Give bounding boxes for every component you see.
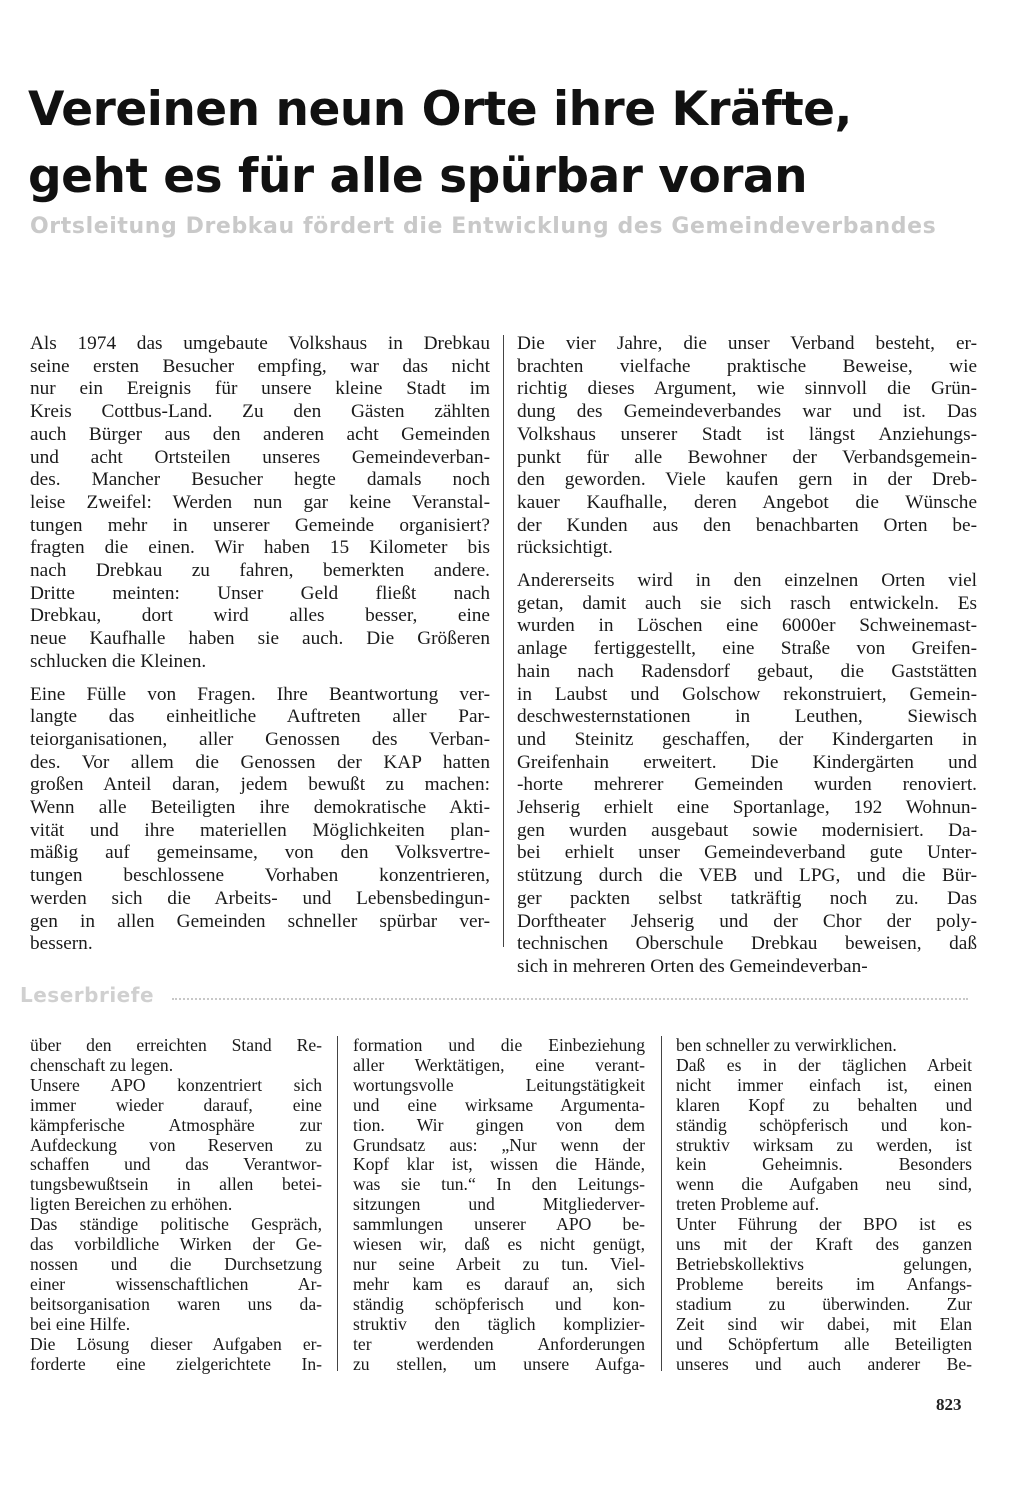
article-headline: [28, 76, 1008, 210]
text-line: gen in allen Gemeinden schneller spürbar ver-: [30, 910, 490, 932]
text-line: beitsorganisation waren uns da-: [30, 1293, 322, 1314]
article-subtitle: Ortsleitung Drebkau fördert die Entwicklung des Gemeindeverbandes: [30, 214, 937, 239]
text-line: auch Bürger aus den anderen acht Gemeinden: [30, 423, 490, 445]
main-column-left: [30, 333, 490, 966]
text-line: anlage fertiggestellt, eine Straße von Greifen-: [517, 638, 977, 660]
text-line: Andererseits wird in den einzelnen Orten viel: [517, 570, 977, 592]
text-line: nur ein Ereignis für unsere kleine Stadt im: [30, 378, 490, 400]
text-line: formation und die Einbeziehung: [353, 1035, 645, 1055]
text-line: wiesen wir, daß es nicht genügt,: [353, 1234, 645, 1255]
text-line: teiorganisationen, aller Genossen des Verban-: [30, 728, 490, 750]
text-line: ter werdenden Anforderungen: [353, 1333, 645, 1354]
text-line: über den erreichten Stand Re-: [30, 1035, 322, 1055]
text-line: brachten vielfache praktische Beweise, wie: [517, 355, 977, 377]
text-line: mehr kam es darauf an, sich: [353, 1273, 645, 1294]
text-line: Die Lösung dieser Aufgaben er-: [30, 1333, 322, 1354]
text-line: Das ständige politische Gespräch,: [30, 1214, 322, 1235]
main-column-right: [517, 333, 977, 989]
text-line: kämpferische Atmosphäre zur: [30, 1114, 322, 1135]
text-line: was sie tun.“ In den Leitungs-: [353, 1174, 645, 1195]
text-line: und acht Ortsteilen unseres Gemeindeverban-: [30, 446, 490, 468]
paragraph: [30, 333, 490, 674]
page-number: 823: [936, 1395, 962, 1414]
text-line: struktiv den täglich komplizier-: [353, 1313, 645, 1334]
text-line: fragten die einen. Wir haben 15 Kilometer bis: [30, 537, 490, 559]
text-line: in Laubst und Golschow rekonstruiert, Gemein-: [517, 683, 977, 705]
text-line: großen Anteil daran, jedem bewußt zu machen:: [30, 774, 490, 796]
text-line: getan, damit auch sie sich rasch entwickeln. Es: [517, 592, 977, 614]
text-line: schaffen und das Verantwor-: [30, 1154, 322, 1175]
text-line: das vorbildliche Wirken der Ge-: [30, 1234, 322, 1255]
text-line: treten Probleme auf.: [676, 1194, 820, 1215]
text-line: werden sich die Arbeits- und Lebensbedingun-: [30, 887, 490, 909]
text-line: punkt für alle Bewohner der Verbandsgemein-: [517, 446, 977, 468]
text-line: tungsbewußtsein in allen betei-: [30, 1174, 322, 1195]
text-line: ben schneller zu verwirklichen.: [676, 1035, 897, 1055]
text-line: Dritte meinten: Unser Geld fließt nach: [30, 582, 490, 604]
text-line: nossen und die Durchsetzung: [30, 1253, 322, 1274]
text-line: einer wissenschaftlichen Ar-: [30, 1273, 322, 1294]
text-line: Unsere APO konzentriert sich: [30, 1074, 322, 1095]
text-line: Aufdeckung von Reserven zu: [30, 1134, 322, 1155]
paragraph: [30, 684, 490, 956]
text-line: schlucken die Kleinen.: [30, 650, 207, 672]
text-line: Dorftheater Jehserig und der Chor der poly-: [517, 910, 977, 932]
text-line: forderte eine zielgerichtete In-: [30, 1353, 322, 1374]
text-line: kauer Kaufhalle, deren Angebot die Wünsche: [517, 491, 977, 513]
text-line: des. Vor allem die Genossen der KAP hatten: [30, 751, 490, 773]
text-line: mäßig auf gemeinsame, von den Volksvertre-: [30, 842, 490, 864]
text-line: Drebkau, dort wird alles besser, eine: [30, 605, 490, 627]
section-label-leserbriefe: Leserbriefe: [20, 983, 155, 1007]
text-line: bei eine Hilfe.: [30, 1313, 131, 1334]
text-line: und Steinitz geschaffen, der Kindergarten in: [517, 728, 977, 750]
text-line: Wenn alle Beteiligten ihre demokratische Akti-: [30, 797, 490, 819]
text-line: Kopf klar ist, wissen die Hände,: [353, 1154, 645, 1175]
text-line: dung des Gemeindeverbandes war und ist. Das: [517, 401, 977, 423]
text-line: vität und ihre materiellen Möglichkeiten plan-: [30, 819, 490, 841]
text-line: wortungsvolle Leitungstätigkeit: [353, 1074, 645, 1095]
text-line: und Schöpfertum alle Beteiligten: [676, 1333, 972, 1354]
letters-column-2: [353, 1036, 645, 1374]
text-line: chenschaft zu legen.: [30, 1054, 174, 1075]
headline-line-2: geht es für alle spürbar voran: [28, 149, 808, 204]
text-line: Kreis Cottbus-Land. Zu den Gästen zählten: [30, 401, 490, 423]
text-line: sich in mehreren Orten des Gemeindeverban-: [517, 955, 868, 977]
text-line: und eine wirksame Argumenta-: [353, 1094, 645, 1115]
text-line: nach Drebkau zu fahren, bemerkten andere.: [30, 560, 490, 582]
text-line: klaren Kopf zu behalten und: [676, 1094, 972, 1115]
text-line: Die vier Jahre, die unser Verband besteht, er-: [517, 333, 977, 354]
text-line: uns mit der Kraft des ganzen: [676, 1234, 972, 1255]
text-line: gen wurden ausgebaut sowie modernisiert. Da-: [517, 819, 977, 841]
text-line: nicht immer einfach ist, einen: [676, 1074, 972, 1095]
text-line: nur seine Arbeit zu tun. Viel-: [353, 1253, 645, 1274]
letters-column-3: [676, 1036, 972, 1374]
text-line: Grundsatz aus: „Nur wenn der: [353, 1134, 645, 1155]
text-line: immer wieder darauf, eine: [30, 1094, 322, 1115]
text-line: stützung durch die VEB und LPG, und die Bür-: [517, 865, 977, 887]
paragraph: [517, 570, 977, 979]
text-line: ligten Bereichen zu erhöhen.: [30, 1194, 233, 1215]
text-line: Volkshaus unserer Stadt ist längst Anziehungs-: [517, 423, 977, 445]
text-line: ständig schöpferisch und kon-: [676, 1114, 972, 1135]
text-line: technischen Oberschule Drebkau beweisen, daß: [517, 933, 977, 955]
text-line: tungen mehr in unserer Gemeinde organisiert?: [30, 514, 490, 536]
column-divider: [503, 335, 504, 947]
paragraph: [517, 333, 977, 560]
text-line: wurden in Löschen eine 6000er Schweinemast-: [517, 615, 977, 637]
text-line: der Kunden aus den benachbarten Orten be-: [517, 514, 977, 536]
column-divider: [661, 1036, 662, 1371]
text-line: seine ersten Besucher empfing, war das nicht: [30, 355, 490, 377]
text-line: Eine Fülle von Fragen. Ihre Beantwortung ver-: [30, 683, 490, 705]
text-line: unseres und auch anderer Be-: [676, 1353, 972, 1374]
text-line: sammlungen unserer APO be-: [353, 1214, 645, 1235]
text-line: kein Geheimnis. Besonders: [676, 1154, 972, 1175]
text-line: bei erhielt unser Gemeindeverband gute Unter-: [517, 842, 977, 864]
text-line: bessern.: [30, 933, 93, 955]
text-line: tungen beschlossene Vorhaben konzentrieren,: [30, 865, 490, 887]
text-line: -horte mehrerer Gemeinden wurden renoviert.: [517, 774, 977, 796]
letters-column-1: [30, 1036, 322, 1374]
text-line: struktiv wirksam zu werden, ist: [676, 1134, 972, 1155]
text-line: deschwesternstationen in Leuthen, Siewisch: [517, 706, 977, 728]
text-line: Daß es in der täglichen Arbeit: [676, 1054, 972, 1075]
section-divider: [172, 998, 968, 1000]
text-line: des. Mancher Besucher hegte damals noch: [30, 469, 490, 491]
headline-line-1: Vereinen neun Orte ihre Kräfte,: [28, 82, 852, 137]
text-line: langte das einheitliche Auftreten aller Par-: [30, 706, 490, 728]
text-line: zu stellen, um unsere Aufga-: [353, 1353, 645, 1374]
column-divider: [337, 1036, 338, 1371]
text-line: rücksichtigt.: [517, 537, 613, 559]
text-line: wenn die Aufgaben neu sind,: [676, 1174, 972, 1195]
text-line: sitzungen und Mitgliederver-: [353, 1194, 645, 1215]
text-line: Probleme bereits im Anfangs-: [676, 1273, 972, 1294]
text-line: Jehserig erhielt eine Sportanlage, 192 Wohnun-: [517, 797, 977, 819]
text-line: richtig dieses Argument, wie sinnvoll die Grün-: [517, 378, 977, 400]
text-line: den geworden. Viele kaufen gern in der Dreb-: [517, 469, 977, 491]
text-line: tion. Wir gingen von dem: [353, 1114, 645, 1135]
text-line: Betriebskollektivs gelungen,: [676, 1253, 972, 1274]
text-line: neue Kaufhalle haben sie auch. Die Größeren: [30, 628, 490, 650]
text-line: Unter Führung der BPO ist es: [676, 1214, 972, 1235]
text-line: stadium zu überwinden. Zur: [676, 1293, 972, 1314]
text-line: Greifenhain erweitert. Die Kindergärten und: [517, 751, 977, 773]
text-line: hain nach Radensdorf gebaut, die Gaststätten: [517, 660, 977, 682]
text-line: ständig schöpferisch und kon-: [353, 1293, 645, 1314]
text-line: ger packten selbst tatkräftig noch zu. Das: [517, 887, 977, 909]
text-line: Zeit sind wir dabei, mit Elan: [676, 1313, 972, 1334]
text-line: Als 1974 das umgebaute Volkshaus in Drebkau: [30, 333, 490, 354]
text-line: leise Zweifel: Werden nun gar keine Veranstal-: [30, 491, 490, 513]
text-line: aller Werktätigen, eine verant-: [353, 1054, 645, 1075]
